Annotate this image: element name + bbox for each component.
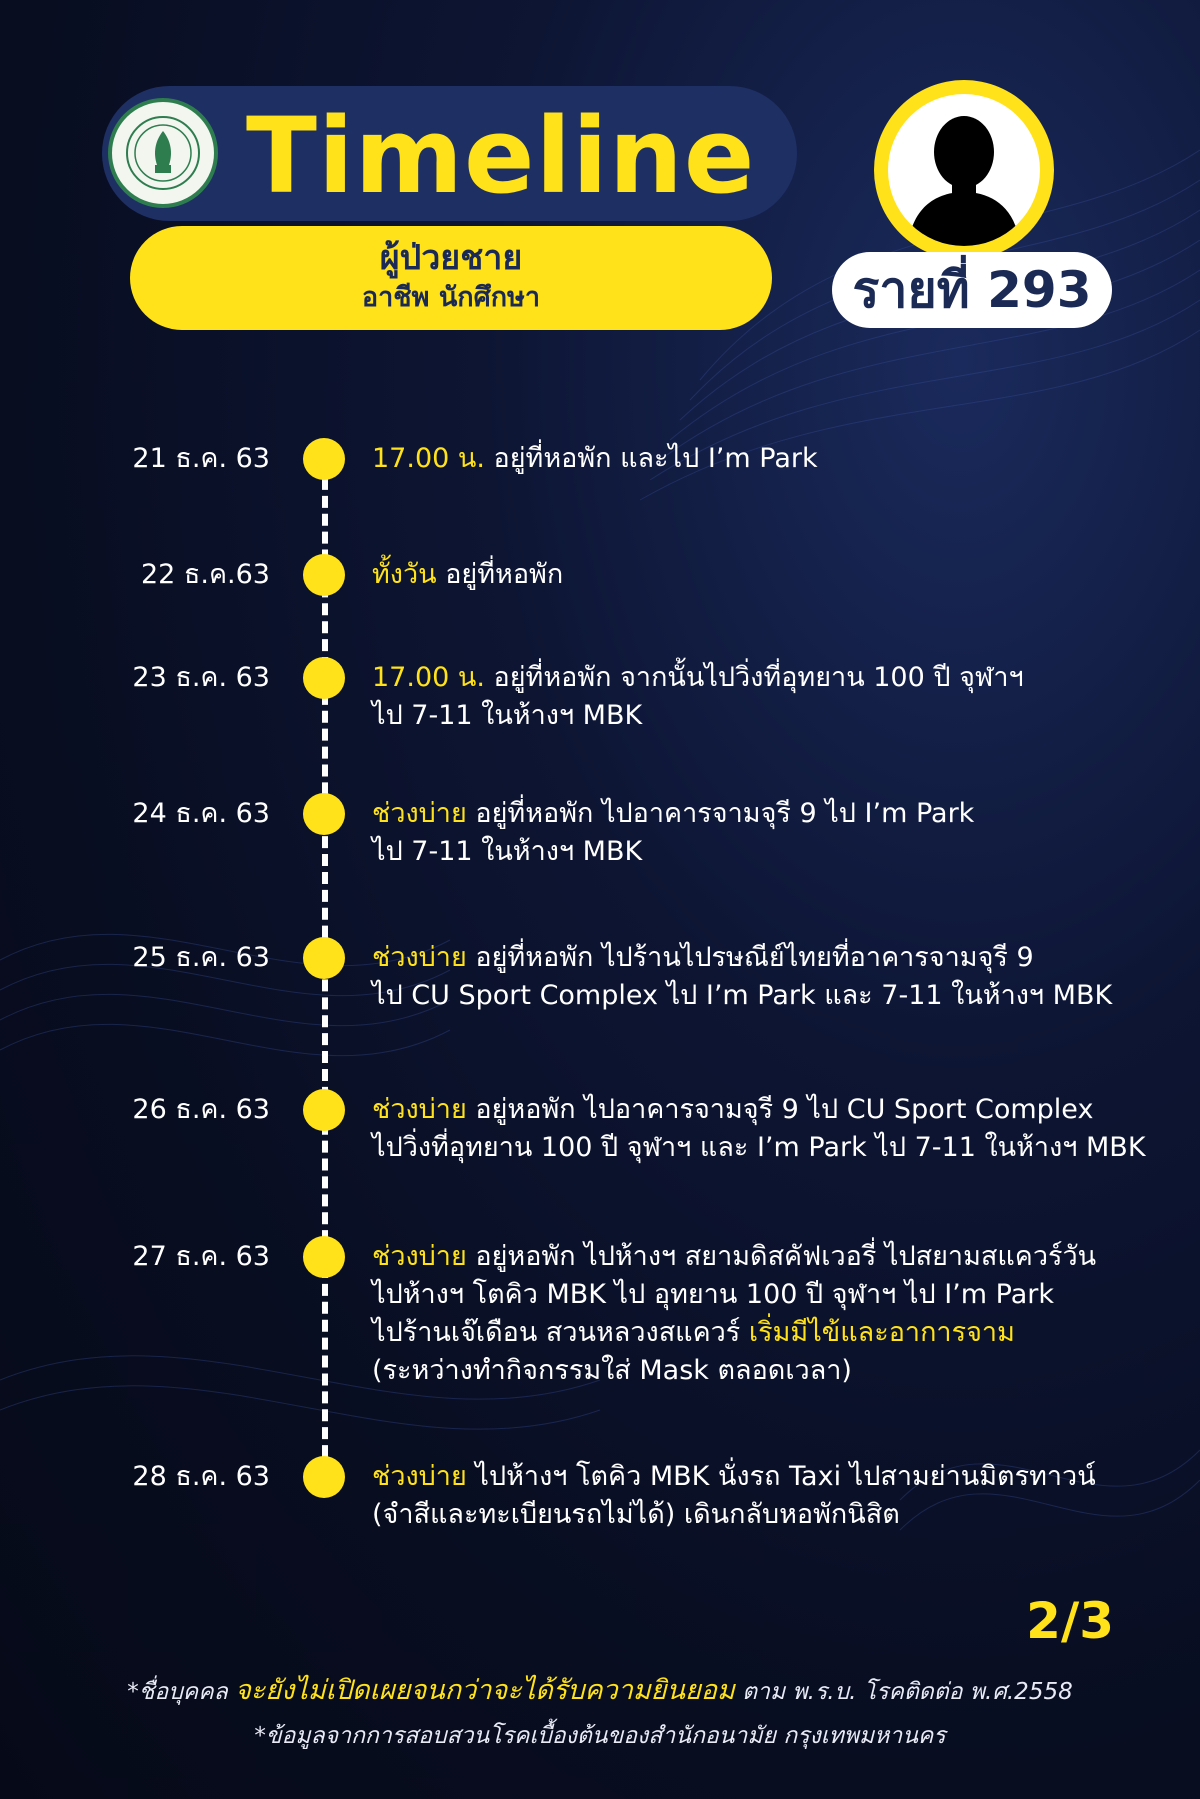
page-title: Timeline — [246, 95, 756, 217]
entry-time: 17.00 น. — [372, 662, 485, 693]
entry-time: ทั้งวัน — [372, 559, 437, 590]
timeline-dot — [303, 1236, 345, 1278]
avatar — [874, 80, 1054, 260]
entry-date: 24 ธ.ค. 63 — [132, 798, 270, 829]
entry-time: ช่วงบ่าย — [372, 798, 467, 829]
entry-line: อยู่ที่หอพัก ไปอาคารจามจุรี 9 ไป I’m Park — [475, 798, 975, 829]
entry-line: อยู่หอพัก ไปห้างฯ สยามดิสคัฟเวอรี่ ไปสยามสแควร์วัน — [475, 1241, 1097, 1272]
entry-date: 26 ธ.ค. 63 — [132, 1094, 270, 1125]
entry-time: ช่วงบ่าย — [372, 942, 467, 973]
timeline-dot — [303, 937, 345, 979]
symptom-onset: เริ่มมีไข้และอาการจาม — [748, 1317, 1015, 1348]
timeline-dot — [303, 1089, 345, 1131]
entry-date: 25 ธ.ค. 63 — [132, 942, 270, 973]
timeline-dot — [303, 793, 345, 835]
privacy-note-suffix: ตาม พ.ร.บ. โรคติดต่อ พ.ศ.2558 — [742, 1679, 1073, 1705]
entry-line: อยู่ที่หอพัก จากนั้นไปวิ่งที่อุทยาน 100 ปี จุฬาฯ — [493, 662, 1024, 693]
entry-line: (จำสีและทะเบียนรถไม่ได้) เดินกลับหอพักนิสิต — [372, 1499, 900, 1530]
person-silhouette-icon — [888, 94, 1040, 246]
entry-line: ไปร้านเจ๊เดือน สวนหลวงสแควร์ — [372, 1317, 741, 1348]
entry-text — [372, 939, 1172, 1015]
source-note: *ข้อมูลจากการสอบสวนโรคเบื้องต้นของสำนักอนามัย กรุงเทพมหานคร — [254, 1723, 946, 1749]
entry-time: ช่วงบ่าย — [372, 1094, 467, 1125]
entry-line: ไป 7-11 ในห้างฯ MBK — [372, 836, 643, 867]
entry-line: (ระหว่างทำกิจกรรมใส่ Mask ตลอดเวลา) — [372, 1355, 852, 1386]
entry-time: ช่วงบ่าย — [372, 1241, 467, 1272]
entry-text — [372, 1458, 1172, 1534]
entry-line: ไปห้างฯ โตคิว MBK ไป อุทยาน 100 ปี จุฬาฯ ไป I’m Park — [372, 1279, 1054, 1310]
entry-line: อยู่หอพัก ไปอาคารจามจุรี 9 ไป CU Sport Complex — [475, 1094, 1094, 1125]
entry-line: ไปวิ่งที่อุทยาน 100 ปี จุฬาฯ และ I’m Park ไป 7-11 ในห้างฯ MBK — [372, 1132, 1146, 1163]
entry-line: อยู่ที่หอพัก ไปร้านไปรษณีย์ไทยที่อาคารจามจุรี 9 — [475, 942, 1034, 973]
timeline-dot — [303, 1456, 345, 1498]
page-number: 2/3 — [1026, 1592, 1114, 1650]
case-number-badge: รายที่ 293 — [832, 252, 1112, 328]
entry-date: 27 ธ.ค. 63 — [132, 1241, 270, 1272]
privacy-note-prefix: *ชื่อบุคคล — [127, 1679, 228, 1705]
entry-date: 28 ธ.ค. 63 — [132, 1461, 270, 1492]
patient-occupation: อาชีพ นักศึกษา — [361, 282, 541, 313]
timeline-dot — [303, 657, 345, 699]
entry-date: 22 ธ.ค.63 — [140, 559, 270, 590]
entry-text — [372, 1091, 1172, 1167]
entry-date: 23 ธ.ค. 63 — [132, 662, 270, 693]
entry-date: 21 ธ.ค. 63 — [132, 443, 270, 474]
entry-text — [372, 795, 1172, 871]
entry-line: ไป 7-11 ในห้างฯ MBK — [372, 700, 643, 731]
entry-text — [372, 1238, 1172, 1390]
entry-text — [372, 659, 1172, 735]
patient-info-banner — [130, 226, 772, 330]
entry-time: 17.00 น. — [372, 443, 485, 474]
patient-gender: ผู้ป่วยชาย — [379, 238, 523, 278]
privacy-note — [0, 1668, 1200, 1711]
entry-text — [372, 556, 1172, 594]
privacy-note-highlight: จะยังไม่เปิดเผยจนกว่าจะได้รับความยินยอม — [234, 1675, 735, 1706]
entry-time: ช่วงบ่าย — [372, 1461, 467, 1492]
timeline-dot — [303, 438, 345, 480]
bma-seal-logo — [108, 98, 218, 208]
entry-line: ไปห้างฯ โตคิว MBK นั่งรถ Taxi ไปสามย่านมิตรทาวน์ — [475, 1461, 1096, 1492]
timeline-dot — [303, 554, 345, 596]
entry-line: อยู่ที่หอพัก และไป I’m Park — [493, 443, 818, 474]
entry-line: ไป CU Sport Complex ไป I’m Park และ 7-11 ในห้างฯ MBK — [372, 980, 1113, 1011]
entry-text — [372, 440, 1172, 478]
entry-line: อยู่ที่หอพัก — [445, 559, 564, 590]
